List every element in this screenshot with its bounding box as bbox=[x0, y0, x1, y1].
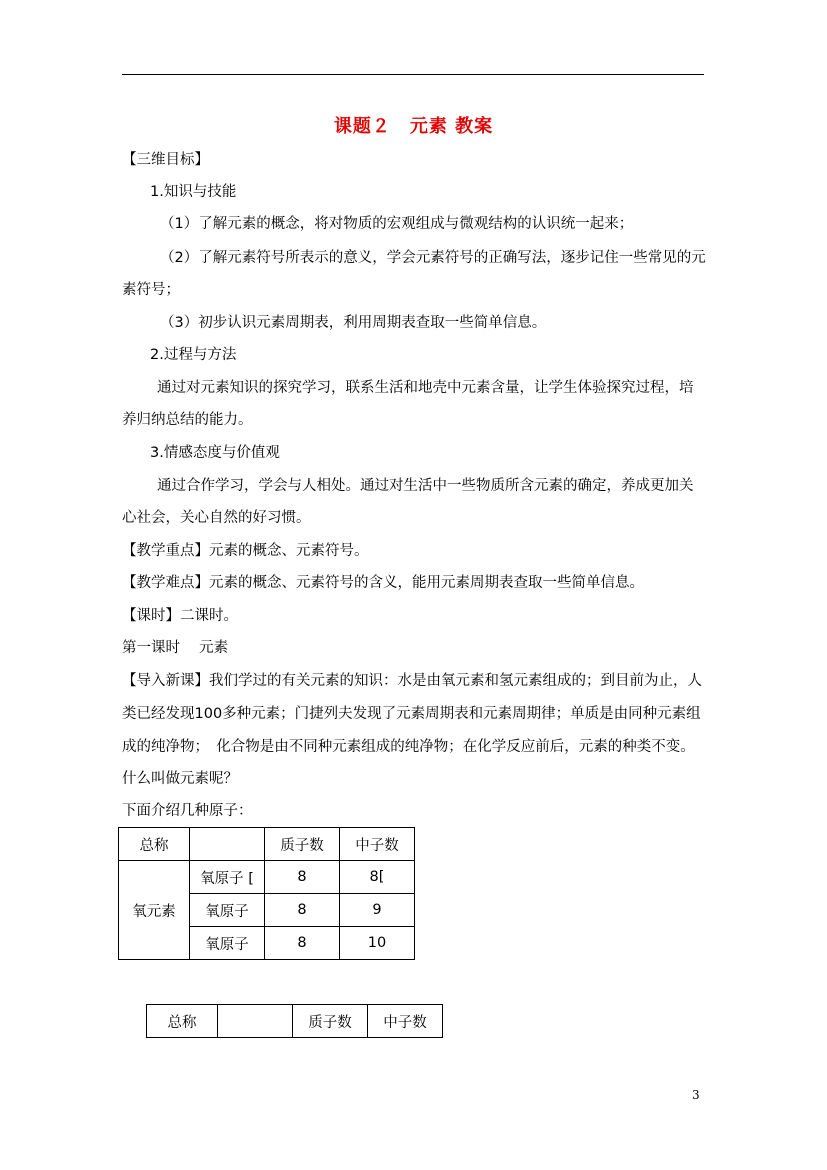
table-header: 中子数 bbox=[340, 828, 415, 861]
table-cell: 10 bbox=[340, 927, 415, 960]
paragraph-line: （1）了解元素的概念，将对物质的宏观组成与微观结构的认识统一起来； bbox=[160, 216, 634, 232]
document-title: 课题２ 元素 教案 bbox=[333, 116, 494, 137]
section-heading-goals: 【三维目标】 bbox=[122, 152, 209, 168]
class-hours: 【课时】二课时。 bbox=[122, 608, 238, 624]
header-rule bbox=[122, 74, 704, 75]
atoms-table bbox=[118, 827, 415, 960]
subheading-emotion: 3.情感态度与价值观 bbox=[150, 445, 280, 461]
paragraph-line: 【导入新课】我们学过的有关元素的知识：水是由氧元素和氢元素组成的；到目前为止，人 bbox=[122, 673, 702, 689]
paragraph-line: 通过对元素知识的探究学习，联系生活和地壳中元素含量，让学生体验探究过程，培 bbox=[157, 380, 694, 396]
paragraph-line: 素符号； bbox=[122, 282, 180, 298]
paragraph-line: 什么叫做元素呢？ bbox=[122, 771, 238, 787]
table-header bbox=[190, 828, 265, 861]
paragraph-line: 下面介绍几种原子： bbox=[122, 803, 253, 819]
page-number: 3 bbox=[692, 1088, 700, 1102]
subheading-process: 2.过程与方法 bbox=[150, 347, 237, 363]
table-header: 质子数 bbox=[293, 1005, 368, 1038]
table-header: 总称 bbox=[147, 1005, 218, 1038]
lesson-heading: 第一课时 元素 bbox=[122, 640, 229, 656]
paragraph-line: （2）了解元素符号所表示的意义，学会元素符号的正确写法，逐步记住一些常见的元 bbox=[160, 250, 706, 266]
table-cell: 氧原子 [ bbox=[190, 861, 265, 894]
table-header: 中子数 bbox=[368, 1005, 443, 1038]
paragraph-line: （3）初步认识元素周期表，利用周期表查取一些简单信息。 bbox=[160, 315, 547, 331]
table-header: 质子数 bbox=[265, 828, 340, 861]
subheading-knowledge: 1.知识与技能 bbox=[150, 184, 237, 200]
paragraph-line: 心社会，关心自然的好习惯。 bbox=[122, 510, 311, 526]
table-cell: 8 bbox=[265, 894, 340, 927]
table-cell: 8[ bbox=[340, 861, 415, 894]
teaching-difficulty: 【教学难点】元素的概念、元素符号的含义，能用元素周期表查取一些简单信息。 bbox=[122, 575, 644, 591]
table-cell: 8 bbox=[265, 861, 340, 894]
table-cell: 8 bbox=[265, 927, 340, 960]
paragraph-line: 养归纳总结的能力。 bbox=[122, 412, 253, 428]
table-cell: 氧原子 bbox=[190, 894, 265, 927]
atoms-table-2 bbox=[146, 1004, 443, 1038]
table-cell: 9 bbox=[340, 894, 415, 927]
table-header: 总称 bbox=[119, 828, 190, 861]
paragraph-line: 类已经发现100多种元素；门捷列夫发现了元素周期表和元素周期律；单质是由同种元素组 bbox=[122, 706, 701, 722]
teaching-focus: 【教学重点】元素的概念、元素符号。 bbox=[122, 543, 369, 559]
table-cell: 氧原子 bbox=[190, 927, 265, 960]
table-header bbox=[218, 1005, 293, 1038]
paragraph-line: 通过合作学习，学会与人相处。通过对生活中一些物质所含元素的确定，养成更加关 bbox=[157, 478, 694, 494]
table-group-cell: 氧元素 bbox=[119, 861, 190, 960]
paragraph-line: 成的纯净物； 化合物是由不同种元素组成的纯净物；在化学反应前后，元素的种类不变。 bbox=[122, 739, 695, 755]
